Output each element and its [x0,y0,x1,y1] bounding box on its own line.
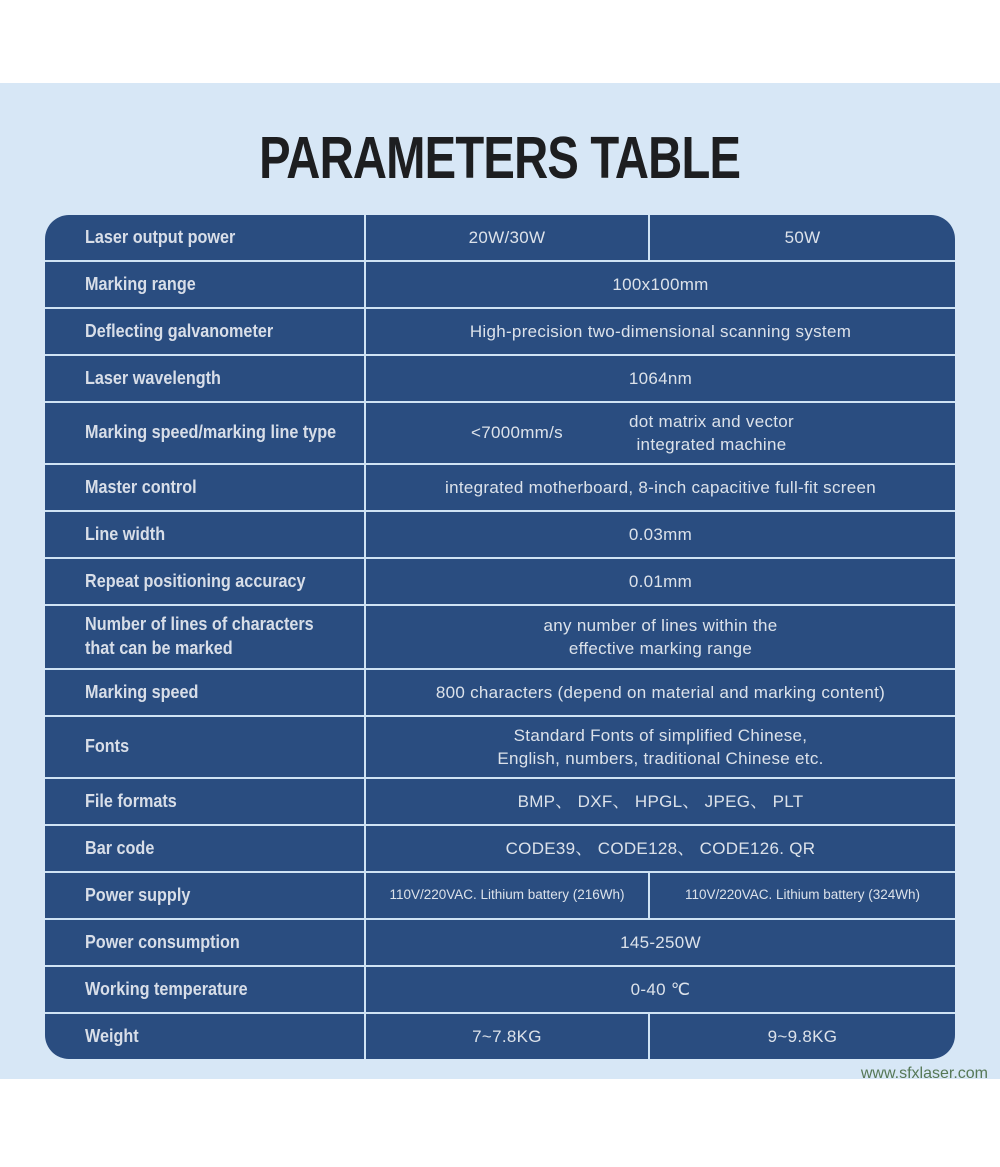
param-label-text: File formats [85,790,177,811]
param-label-text: Master control [85,476,197,497]
param-label-text: Repeat positioning accuracy [85,570,306,591]
param-value-line: effective marking range [568,639,753,658]
param-value-line: English, numbers, traditional Chinese etc. [497,749,824,768]
param-value-line: 800 characters (depend on material and marking content) [435,682,886,702]
param-label-text: Bar code [85,837,155,858]
param-values [366,309,955,354]
param-values [366,717,955,777]
param-values [366,826,955,871]
param-value-line: 145-250W [620,932,701,952]
param-values [366,873,955,918]
param-value-line: 0.01mm [628,571,693,591]
param-value-line: 50W [784,227,821,247]
param-values [366,559,955,604]
table-row [45,824,955,871]
param-label-text: Fonts [85,736,130,757]
param-values [366,262,955,307]
param-value-line: 110V/220VAC. Lithium battery (324Wh) [684,887,921,903]
param-value-line: 0-40 ℃ [630,979,691,999]
param-values [366,670,955,715]
parameters-table [45,215,955,1059]
param-label-text: that can be marked [85,638,233,658]
param-value-line: 1064nm [628,368,693,388]
param-values [366,1014,955,1059]
param-label [45,779,366,824]
param-label [45,920,366,965]
param-value-line: <7000mm/s [470,423,563,443]
title-bar [0,83,1000,191]
param-label [45,403,366,463]
param-value [366,779,955,824]
param-value-line: 100x100mm [612,274,709,294]
param-label-text: Power consumption [85,931,240,952]
param-value [366,465,955,510]
param-value [366,826,955,871]
param-values [366,920,955,965]
table-row [45,918,955,965]
content-band [0,83,1000,1082]
param-values [366,465,955,510]
param-label [45,967,366,1012]
param-label [45,606,366,668]
param-value [366,967,955,1012]
param-value [366,670,955,715]
table-row [45,777,955,824]
param-label-text: Number of lines of characters [85,614,314,635]
param-label-text: Deflecting galvanometer [85,320,274,341]
param-value [366,717,955,777]
param-label-text: Laser wavelength [85,367,221,388]
param-label-text: Line width [85,523,166,544]
table-row [45,668,955,715]
param-label [45,670,366,715]
table-row [45,307,955,354]
param-value [366,512,955,557]
param-value [366,606,955,668]
param-value-line: 7~7.8KG [472,1026,542,1046]
param-value [366,262,955,307]
param-value [629,410,794,457]
param-label [45,873,366,918]
param-label-text: Power supply [85,884,191,905]
page-title: PARAMETERS TABLE [259,125,741,191]
table-row [45,215,955,260]
param-label-text: Laser output power [85,226,236,247]
table-row [45,715,955,777]
website-url: www.sfxlaser.com [860,1065,988,1082]
param-value [471,421,563,444]
param-value-line: integrated motherboard, 8-inch capacitive full-fit screen [445,477,876,497]
param-label-text: Marking speed/marking line type [85,422,337,443]
table-row [45,1012,955,1059]
table-row [45,510,955,557]
param-value-line: High-precision two-dimensional scanning system [469,321,852,341]
param-value-line: 20W/30W [468,227,546,247]
param-value-line: Standard Fonts of simplified Chinese, [513,725,808,745]
param-value-line: 0.03mm [628,524,693,544]
table-row [45,965,955,1012]
param-label-text: Marking speed [85,681,199,702]
param-values [366,606,955,668]
param-value [366,873,650,918]
param-value [366,356,955,401]
param-label [45,1014,366,1059]
table-row [45,260,955,307]
param-value [366,920,955,965]
param-value-line: BMP、 DXF、 HPGL、 JPEG、 PLT [517,791,804,811]
param-label-text: Working temperature [85,978,248,999]
table-row [45,871,955,918]
param-values [366,403,955,463]
param-value-line: integrated machine [636,435,787,454]
param-value-line: 110V/220VAC. Lithium battery (216Wh) [389,887,625,903]
param-label-text: Weight [85,1025,139,1046]
param-value [650,1014,955,1059]
param-label [45,356,366,401]
param-value-line: 9~9.8KG [767,1026,838,1046]
param-value [650,215,955,260]
param-value-line: any number of lines within the [543,615,778,635]
param-label [45,465,366,510]
param-label [45,215,366,260]
param-values [366,215,955,260]
param-label [45,717,366,777]
param-value-line: CODE39、 CODE128、 CODE126. QR [505,838,816,858]
param-value [366,215,650,260]
table-row [45,463,955,510]
param-label [45,309,366,354]
param-values [366,356,955,401]
param-values [366,779,955,824]
param-value [366,559,955,604]
param-label-text: Marking range [85,273,196,294]
param-label [45,559,366,604]
table-row [45,557,955,604]
table-row [45,354,955,401]
param-value [366,309,955,354]
param-value-line: dot matrix and vector [628,411,795,431]
param-values [366,512,955,557]
param-value [366,1014,650,1059]
param-label [45,262,366,307]
param-values [366,967,955,1012]
param-value [650,873,955,918]
param-label [45,826,366,871]
table-row [45,604,955,668]
param-label [45,512,366,557]
table-row [45,401,955,463]
